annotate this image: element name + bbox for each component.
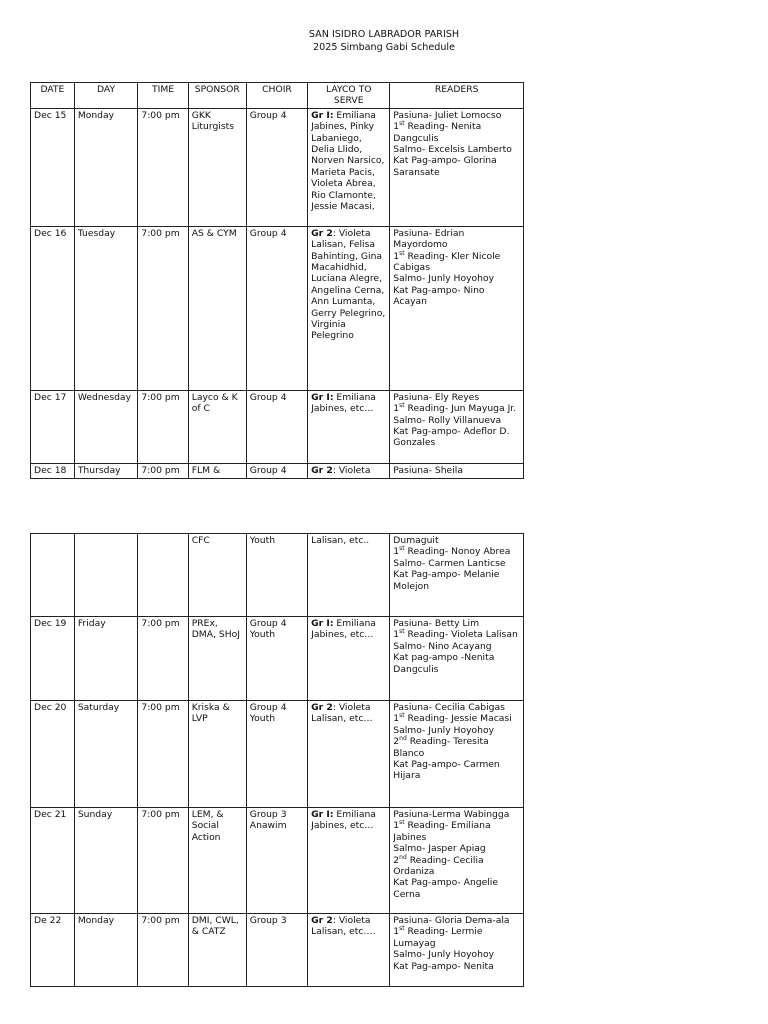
reader-line xyxy=(393,251,520,274)
sponsor-cell xyxy=(188,701,246,808)
time-cell-text: 7:00 pm xyxy=(141,227,180,239)
date-cell-text: Dec 18 xyxy=(34,464,67,475)
reader-line: Kat Pag-ampo- Melanie Molejon xyxy=(393,569,500,592)
date-cell-text: Dec 15 xyxy=(34,109,67,121)
schedule-table-page-2 xyxy=(30,533,524,987)
group-members: Lalisan, etc.. xyxy=(311,535,370,546)
date-cell-text: Dec 16 xyxy=(34,227,67,239)
table-row xyxy=(31,701,524,808)
reader-line: Kat Pag-ampo- Carmen Hijara xyxy=(393,759,500,782)
sponsor-cell-text: Layco & K of C xyxy=(191,391,238,415)
choir-cell xyxy=(246,914,307,987)
sponsor-cell xyxy=(188,463,246,478)
day-cell xyxy=(74,390,138,463)
readers-list xyxy=(393,465,520,475)
ordinal-suffix: st xyxy=(399,249,405,257)
reader-line: Pasiuna- Edrian Mayordomo xyxy=(393,227,465,251)
readers-list xyxy=(393,702,520,782)
sponsor-cell xyxy=(188,914,246,987)
date-cell xyxy=(31,226,75,390)
day-cell-text: Monday xyxy=(77,109,115,121)
day-cell-text: Sunday xyxy=(77,809,113,820)
date-cell-text: Dec 21 xyxy=(34,809,67,820)
group-members: : Violeta Lalisan, Felisa Bahinting, Gina Macahidhid, Luciana Alegre, Angelina Cerna, Ann Lumanta, Gerry Pelegrino, Virginia Pelegrino xyxy=(311,227,386,342)
reading-assignment: Reading- Cecilia Ordaniza xyxy=(393,854,484,878)
readers-list xyxy=(393,535,520,592)
header-date: DATE xyxy=(31,83,75,109)
layco-cell xyxy=(308,534,390,617)
reader-line: Pasiuna-Lerma Wabingga xyxy=(393,809,510,820)
reading-assignment: Reading- Jessie Macasi xyxy=(404,713,512,725)
time-cell xyxy=(138,534,188,617)
time-cell-text: 7:00 pm xyxy=(141,809,180,820)
sponsor-cell-text: Kriska & LVP xyxy=(191,702,230,725)
table-row xyxy=(31,808,524,914)
choir-cell xyxy=(246,108,307,226)
group-members: Emiliana Jabines, Pinky Labaniego, Delia Llido, Norven Narsico, Marieta Pacis, Violeta Abrea, Rio Clamonte, Jessie Macasi, xyxy=(311,109,385,213)
day-cell xyxy=(74,701,138,808)
layco-cell xyxy=(308,914,390,987)
table-row xyxy=(31,534,524,617)
header-readers: READERS xyxy=(390,83,524,109)
time-cell xyxy=(138,226,188,390)
date-cell xyxy=(31,108,75,226)
ordinal-suffix: nd xyxy=(399,853,407,861)
reader-line: Kat Pag-ampo- Glorina Saransate xyxy=(393,155,497,178)
day-cell xyxy=(74,914,138,987)
date-cell xyxy=(31,390,75,463)
layco-cell xyxy=(308,226,390,390)
choir-cell xyxy=(246,463,307,478)
reader-line: Salmo- Carmen Lanticse xyxy=(393,557,506,569)
reader-line xyxy=(393,926,520,949)
ordinal-suffix: st xyxy=(399,120,405,128)
layco-text xyxy=(311,392,386,415)
readers-cell xyxy=(390,701,524,808)
time-cell xyxy=(138,108,188,226)
time-cell-text: 7:00 pm xyxy=(141,391,180,403)
group-members: Emiliana Jabines, etc… xyxy=(311,809,376,832)
sponsor-cell xyxy=(188,617,246,701)
reading-number: 1 xyxy=(393,713,400,725)
header-row xyxy=(31,83,524,109)
group-members: Emiliana Jabines, etc… xyxy=(311,618,376,641)
sponsor-cell-text: GKK Liturgists xyxy=(191,109,235,133)
readers-cell xyxy=(390,534,524,617)
readers-cell xyxy=(390,617,524,701)
date-cell xyxy=(31,701,75,808)
reading-number: 1 xyxy=(393,403,400,415)
layco-cell xyxy=(308,701,390,808)
choir-cell-text: Group 3 Anawim xyxy=(249,809,287,832)
reader-line xyxy=(393,736,520,759)
reading-assignment: Reading- Jun Mayuga Jr. xyxy=(404,403,517,415)
table-row xyxy=(31,226,524,390)
sponsor-cell-text: DMI, CWL, & CATZ xyxy=(191,915,239,938)
sponsor-cell xyxy=(188,534,246,617)
schedule-title: 2025 Simbang Gabi Schedule xyxy=(313,42,455,53)
time-cell xyxy=(138,617,188,701)
sponsor-cell xyxy=(188,108,246,226)
choir-cell xyxy=(246,808,307,914)
choir-cell-text: Group 4 Youth xyxy=(249,618,287,641)
day-cell xyxy=(74,534,138,617)
reading-assignment: Reading- Emiliana Jabines xyxy=(393,820,491,843)
readers-cell xyxy=(390,226,524,390)
day-cell-text: Saturday xyxy=(77,702,120,713)
reading-assignment: Reading- Nonoy Abrea xyxy=(404,546,511,558)
readers-cell xyxy=(390,390,524,463)
time-cell-text: 7:00 pm xyxy=(141,915,180,926)
reader-line: Kat Pag-ampo- Nenita xyxy=(393,960,494,972)
day-cell-text: Wednesday xyxy=(77,391,132,403)
reading-assignment: Reading- Kler Nicole Cabigas xyxy=(393,250,501,274)
reading-number: 1 xyxy=(393,546,400,558)
group-label: Gr I: xyxy=(311,809,334,820)
readers-list xyxy=(393,110,520,178)
reading-number: 1 xyxy=(393,629,400,641)
reader-line: Salmo- Excelsis Lamberto xyxy=(393,144,512,156)
choir-cell-text: Group 4 xyxy=(249,391,287,403)
schedule-table-page-1 xyxy=(30,82,524,479)
choir-cell xyxy=(246,701,307,808)
reading-assignment: Reading- Lermie Lumayag xyxy=(393,926,483,949)
readers-list xyxy=(393,809,520,900)
layco-text xyxy=(311,618,386,641)
date-cell xyxy=(31,463,75,478)
reader-line: Pasiuna- Sheila xyxy=(393,464,463,475)
reading-number: 1 xyxy=(393,121,400,133)
header-day: DAY xyxy=(74,83,138,109)
group-label: Gr I: xyxy=(311,109,334,121)
choir-cell-text: Group 4 xyxy=(249,109,287,121)
readers-list xyxy=(393,392,520,449)
group-members: : Violeta xyxy=(332,464,371,475)
ordinal-suffix: st xyxy=(399,819,405,827)
readers-cell xyxy=(390,808,524,914)
reader-line: Salmo- Rolly Villanueva xyxy=(393,414,502,426)
day-cell-text: Tuesday xyxy=(77,227,116,239)
reader-line: Kat pag-ampo -Nenita Dangculis xyxy=(393,652,495,675)
header-sponsor: SPONSOR xyxy=(188,83,246,109)
group-label: Gr 2 xyxy=(311,227,333,239)
sponsor-cell-text: AS & CYM xyxy=(191,227,237,239)
ordinal-suffix: st xyxy=(399,402,405,410)
choir-cell xyxy=(246,390,307,463)
header-time: TIME xyxy=(138,83,188,109)
ordinal-suffix: st xyxy=(399,628,405,636)
reader-line xyxy=(393,121,520,144)
date-cell xyxy=(31,914,75,987)
date-cell xyxy=(31,534,75,617)
date-cell-text: De 22 xyxy=(34,915,62,926)
sponsor-cell-text: LEM, & Social Action xyxy=(191,809,224,843)
date-cell xyxy=(31,808,75,914)
reader-line: Dumaguit xyxy=(393,535,439,546)
reader-line: Pasiuna- Ely Reyes xyxy=(393,391,480,403)
ordinal-suffix: st xyxy=(399,712,405,720)
day-cell-text: Thursday xyxy=(77,464,121,475)
table-row xyxy=(31,617,524,701)
table-row xyxy=(31,108,524,226)
readers-cell xyxy=(390,914,524,987)
group-label: Gr 2 xyxy=(311,915,333,926)
choir-cell xyxy=(246,226,307,390)
reader-line: Salmo- Junly Hoyohoy xyxy=(393,273,495,285)
group-members: : Violeta Lalisan, etc… xyxy=(311,702,373,725)
layco-cell xyxy=(308,808,390,914)
readers-cell xyxy=(390,463,524,478)
reading-number: 1 xyxy=(393,820,400,832)
reading-number: 2 xyxy=(393,854,400,866)
sponsor-cell xyxy=(188,808,246,914)
reader-line: Pasiuna- Juliet Lomocso xyxy=(393,109,502,121)
sponsor-cell xyxy=(188,390,246,463)
day-cell xyxy=(74,463,138,478)
reader-line xyxy=(393,546,520,557)
time-cell xyxy=(138,463,188,478)
reader-line: Kat Pag-ampo- Angelie Cerna xyxy=(393,877,499,900)
reader-line: Pasiuna- Betty Lim xyxy=(393,618,480,629)
layco-text xyxy=(311,915,386,938)
day-cell xyxy=(74,617,138,701)
reading-assignment: Reading- Nenita Dangculis xyxy=(393,121,482,144)
sponsor-cell-text: CFC xyxy=(191,535,210,546)
sponsor-cell-text: FLM & xyxy=(191,464,221,475)
layco-text xyxy=(311,465,386,475)
time-cell-text: 7:00 pm xyxy=(141,464,180,475)
header-choir: CHOIR xyxy=(246,83,307,109)
reader-line xyxy=(393,403,520,414)
choir-cell-text: Group 4 Youth xyxy=(249,702,287,725)
time-cell-text: 7:00 pm xyxy=(141,618,180,629)
time-cell-text: 7:00 pm xyxy=(141,109,180,121)
group-label: Gr 2 xyxy=(311,702,333,713)
time-cell xyxy=(138,808,188,914)
reading-assignment: Reading- Violeta Lalisan xyxy=(404,629,518,641)
group-label: Gr 2 xyxy=(311,464,333,475)
layco-text xyxy=(311,110,386,213)
layco-cell xyxy=(308,108,390,226)
day-cell xyxy=(74,808,138,914)
readers-list xyxy=(393,618,520,675)
layco-cell xyxy=(308,390,390,463)
choir-cell-text: Youth xyxy=(249,535,276,546)
sponsor-cell xyxy=(188,226,246,390)
reader-line: Salmo- Nino Acayang xyxy=(393,640,492,652)
reader-line: Pasiuna- Gloria Dema-ala xyxy=(393,915,510,926)
layco-text xyxy=(311,535,386,546)
layco-text xyxy=(311,228,386,342)
time-cell xyxy=(138,701,188,808)
day-cell xyxy=(74,108,138,226)
choir-cell xyxy=(246,534,307,617)
choir-cell-text: Group 4 xyxy=(249,227,287,239)
reader-line: Kat Pag-ampo- Adeflor D. Gonzales xyxy=(393,426,510,449)
reader-line: Salmo- Junly Hoyohoy xyxy=(393,724,495,736)
reader-line xyxy=(393,713,520,724)
group-label: Gr I: xyxy=(311,391,334,403)
sponsor-cell-text: PREx, DMA, SHoJ xyxy=(191,618,240,641)
reader-line: Pasiuna- Cecilia Cabigas xyxy=(393,702,505,713)
readers-cell xyxy=(390,108,524,226)
time-cell xyxy=(138,390,188,463)
table-row xyxy=(31,463,524,478)
date-cell xyxy=(31,617,75,701)
readers-list xyxy=(393,228,520,308)
day-cell xyxy=(74,226,138,390)
ordinal-suffix: st xyxy=(399,545,405,553)
time-cell-text: 7:00 pm xyxy=(141,702,180,713)
group-members: Emiliana Jabines, etc… xyxy=(311,391,376,415)
time-cell xyxy=(138,914,188,987)
reading-number: 2 xyxy=(393,736,400,748)
ordinal-suffix: st xyxy=(399,925,405,933)
day-cell-text: Friday xyxy=(77,618,106,629)
reader-line xyxy=(393,629,520,640)
reading-number: 1 xyxy=(393,926,400,938)
reader-line xyxy=(393,820,520,843)
reader-line: Kat Pag-ampo- Nino Acayan xyxy=(393,284,485,308)
document-title xyxy=(0,28,768,54)
layco-text xyxy=(311,809,386,832)
date-cell-text: Dec 19 xyxy=(34,618,67,629)
parish-name: SAN ISIDRO LABRADOR PARISH xyxy=(308,29,460,40)
date-cell-text: Dec 20 xyxy=(34,702,67,713)
day-cell-text: Monday xyxy=(77,915,115,926)
choir-cell-text: Group 4 xyxy=(249,464,287,475)
layco-text xyxy=(311,702,386,725)
choir-cell xyxy=(246,617,307,701)
table-row xyxy=(31,390,524,463)
reader-line xyxy=(393,855,520,878)
reader-line: Salmo- Junly Hoyohoy xyxy=(393,949,495,961)
header-layco: LAYCO TO SERVE xyxy=(308,83,390,109)
reader-line: Salmo- Jasper Apiag xyxy=(393,843,486,855)
group-label: Gr I: xyxy=(311,618,334,629)
reading-assignment: Reading- Teresita Blanco xyxy=(393,736,489,759)
reading-number: 1 xyxy=(393,250,400,262)
choir-cell-text: Group 3 xyxy=(249,915,287,926)
group-members: : Violeta Lalisan, etc…. xyxy=(311,915,376,938)
readers-list xyxy=(393,915,520,972)
date-cell-text: Dec 17 xyxy=(34,391,67,403)
table-row xyxy=(31,914,524,987)
layco-cell xyxy=(308,617,390,701)
ordinal-suffix: nd xyxy=(399,735,407,743)
layco-cell xyxy=(308,463,390,478)
